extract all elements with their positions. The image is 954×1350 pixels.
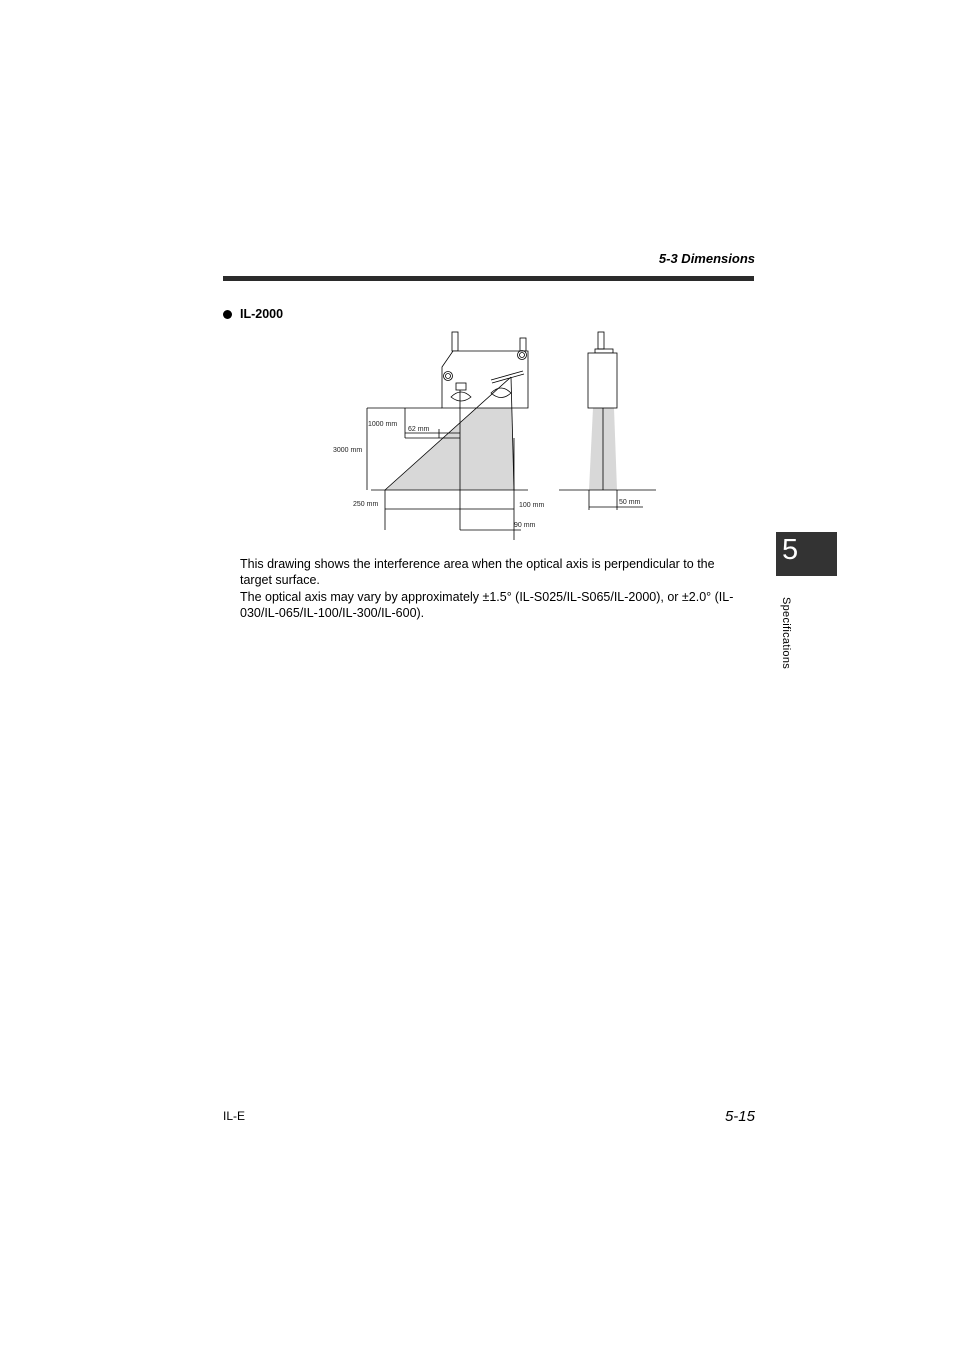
dim-label-250: 250 mm <box>353 501 379 508</box>
note-line: The optical axis may vary by approximately ±1.5° (IL-S025/IL-S065/IL-2000), or ±2.0° (IL-030/IL-065/IL-100/IL-300/IL-600). <box>240 589 734 620</box>
dim-label-62: 62 mm <box>408 426 430 433</box>
header-rule <box>223 276 754 281</box>
chapter-label: Specifications <box>780 597 792 670</box>
dim-label-50: 50 mm <box>619 499 641 506</box>
dim-label-1000: 1000 mm <box>368 421 398 428</box>
chapter-number: 5 <box>782 534 799 566</box>
page-number: 5-15 <box>724 1108 755 1125</box>
section-title: 5-3 Dimensions <box>658 251 755 266</box>
dimension-drawing <box>323 325 663 540</box>
sensor-head-side <box>588 332 617 408</box>
model-title: IL-2000 <box>240 307 284 321</box>
dim-label-100: 100 mm <box>519 502 545 509</box>
note-text <box>240 556 740 621</box>
doc-code: IL-E <box>223 1109 246 1123</box>
sensor-head-front <box>442 332 528 408</box>
dim-label-3000: 3000 mm <box>333 447 363 454</box>
note-line: This drawing shows the interference area when the optical axis is perpendicular to the target surface. <box>240 557 715 588</box>
bullet-icon <box>223 310 232 319</box>
dim-label-90: 90 mm <box>514 522 536 529</box>
